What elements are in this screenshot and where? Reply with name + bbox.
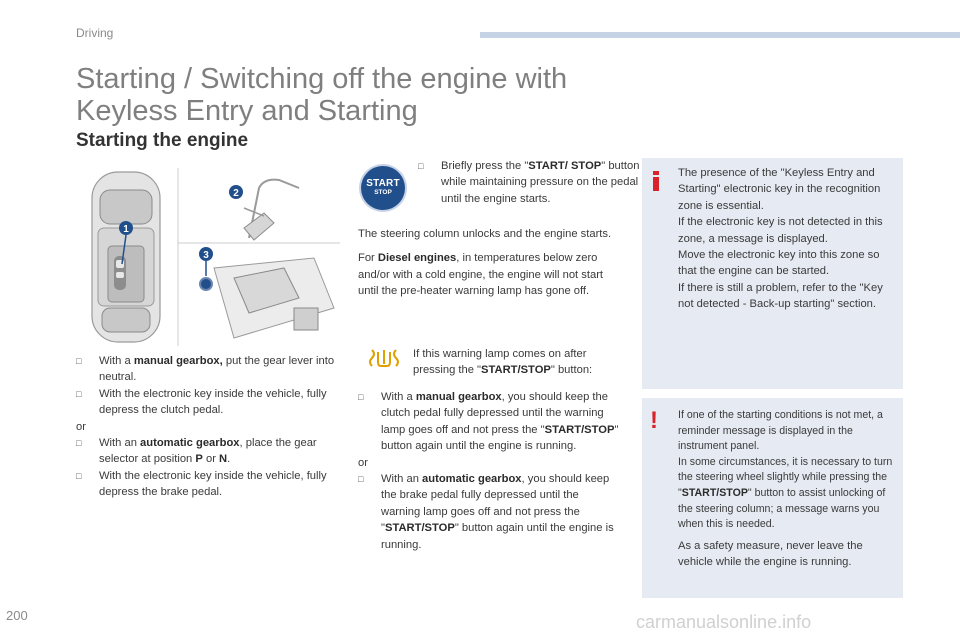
step-text: , you should keep the brake pedal fully depressed until the warning lamp goes off and not press the " [381,473,610,535]
warning-lamp-steps [358,389,620,553]
info-box-text [678,165,896,313]
warning-text: " button to assist unlocking of the steering column; a message warns you when this is needed. [678,486,886,531]
diesel-note [358,250,616,299]
bullet-icon: □ [76,388,82,399]
or-separator: or [76,420,86,433]
warn-text: " button: [550,364,593,377]
info-line: Move the electronic key into this zone so that the engine can be started. [678,249,880,278]
warn-bold: START/STOP [481,364,551,377]
step-text: " button again until the engine is running. [381,423,619,453]
step-text: " button again until the engine is running. [381,522,614,551]
svg-text:3: 3 [203,250,209,261]
note-text: For [358,252,378,265]
step-text: With an [381,473,423,486]
car-top-view [92,172,160,342]
info-line: The presence of the "Keyless Entry and Starting" electronic key in the recognition zone is essential. [678,167,881,212]
step-text: With an [99,437,141,450]
step-bold: START/STOP [544,423,615,436]
steering-unlock-text: The steering column unlocks and the engine starts. [358,228,612,240]
stop-label: STOP [374,189,392,196]
bullet-icon: □ [76,438,82,449]
page-number: 200 [6,608,28,623]
step-text: With a [99,355,134,367]
gear-p: P [195,453,203,466]
warn-text: If this warning lamp comes on after pressing the " [413,348,587,377]
step-bold: automatic gearbox [140,437,240,450]
header-bar [480,32,960,38]
title-line-2: Keyless Entry and Starting [76,95,418,127]
start-stop-button-icon [361,166,405,210]
safety-note: As a safety measure, never leave the vehicle while the engine is running. [678,540,863,569]
step-text: With a [381,391,416,403]
bullet-icon: □ [76,470,82,481]
warning-p2 [678,455,898,533]
section-subtitle: Starting the engine [76,130,249,151]
section-label: Driving [76,26,114,40]
press-instruction [418,158,641,207]
warning-auto-step [358,471,620,553]
press-text: Briefly press the " [441,160,529,172]
press-text: " button while maintaining pressure on the pedal until the engine starts. [441,160,640,205]
watermark: carmanualsonline.info [636,612,812,632]
step-bold: manual gearbox [415,391,502,403]
step-text: , you should keep the clutch pedal fully depressed until the warning lamp goes off and not press the " [381,391,608,436]
note-text: , in temperatures below zero and/or with a cold engine, the engine will not start until the pre-heater warning lamp has gone off. [358,252,604,298]
step-text: or [202,453,220,466]
step-text: With the electronic key inside the vehicle, fully depress the brake pedal. [99,469,327,499]
bullet-icon: □ [358,474,364,485]
warning-p1: If one of the starting conditions is not met, a reminder message is displayed in the instrument panel. [678,409,883,453]
engine-start-notes [358,226,616,300]
auto-step-2 [76,468,344,501]
info-icon [652,171,660,191]
warning-box-text [678,408,898,533]
step-bold: START/STOP [384,522,455,535]
start-label: START [366,178,400,189]
info-line: If the electronic key is not detected in this zone, a message is displayed. [678,216,883,245]
vehicle-illustration [84,168,340,346]
warning-bold: START/STOP [681,486,748,499]
preheater-warning-lamp-icon [366,346,402,370]
manual-step-2 [76,386,344,419]
warning-lamp-text [413,346,623,379]
warning-manual-step [358,389,620,455]
bullet-icon: □ [76,356,82,366]
step-text: , place the gear selector at position [99,437,317,466]
title-line-1: Starting / Switching off the engine with [76,63,568,95]
page-title [76,63,636,127]
bullet-icon: □ [418,161,424,171]
svg-text:2: 2 [233,188,239,199]
note-bold: Diesel engines [377,252,457,265]
exclamation-icon: ! [650,407,658,434]
warning-text: In some circumstances, it is necessary to turn the steering wheel slightly while pressing the " [678,455,893,499]
manual-step-1 [76,353,344,386]
step-text: With the electronic key inside the vehicle, fully depress the clutch pedal. [99,387,327,417]
callout-2 [229,185,243,199]
or-separator: or [358,456,368,469]
info-line: If there is still a problem, refer to the "Key not detected - Back-up starting" section. [678,281,883,311]
step-bold: manual gearbox, [133,355,223,367]
bullet-icon: □ [358,392,364,402]
step-text: . [227,453,231,466]
step-bold: automatic gearbox [422,473,522,486]
step-text: put the gear lever into neutral. [99,355,335,384]
svg-text:1: 1 [123,224,129,235]
auto-step-1 [76,435,344,468]
press-bold: START/ STOP [528,160,602,172]
manual-auto-instructions [76,353,344,501]
gear-n: N [219,453,228,466]
